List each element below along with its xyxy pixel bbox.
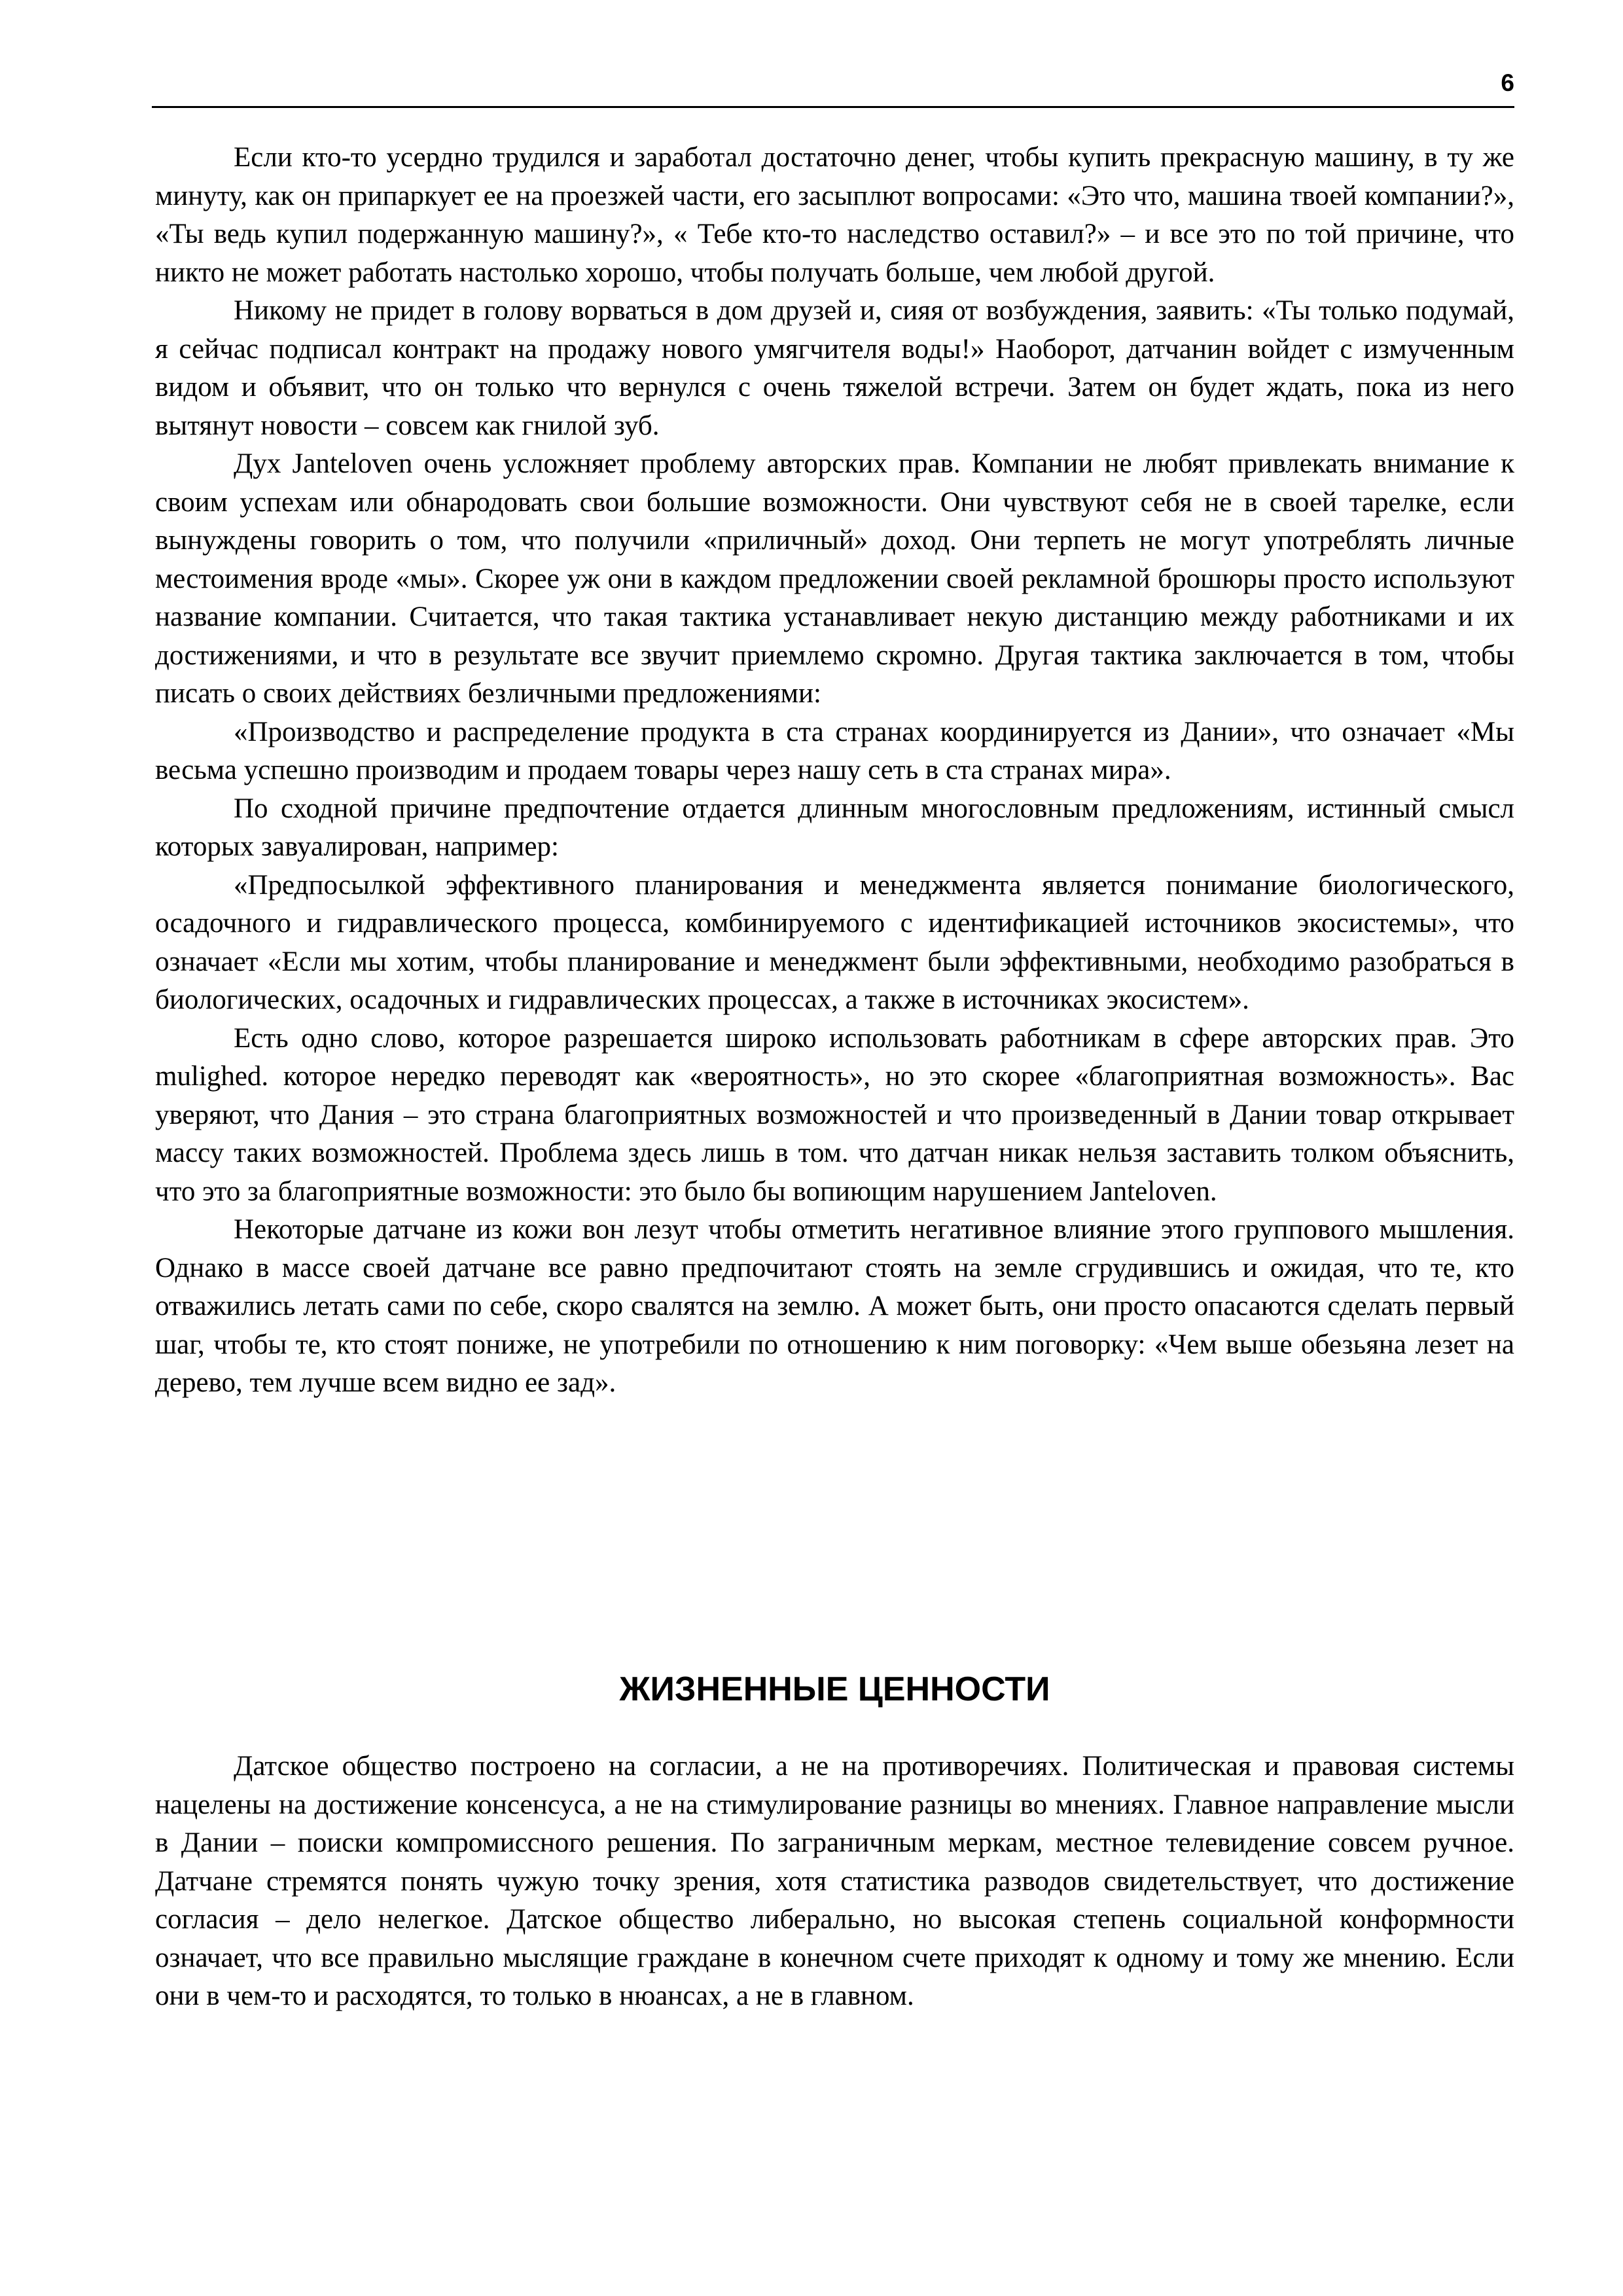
paragraph-6: «Предпосылкой эффективного планирования и менеджмента является понимание биологического, осадочного и гидравлического процесса, комбинируемого с идентификацией источников экосистемы», что означает «Если мы хотим, чтобы планирование и менеджмент были эффективными, необходимо разобраться в биологических, осадочных и гидравлических процессах, а также в источниках экосистем». [155,869,1514,1015]
header-rule [152,106,1514,108]
section-text [155,1748,1514,2016]
paragraph-5: По сходной причине предпочтение отдается длинным многословным предложениям, истинный смысл которых завуалирован, например: [155,793,1514,862]
section-heading: ЖИЗНЕННЫЕ ЦЕННОСТИ [619,1670,1050,1708]
section-paragraph: Датское общество построено на согласии, а не на противоречиях. Политическая и правовая системы нацелены на достижение консенсуса, а не на стимулирование разницы во мнениях. Главное направление мысли в Дании – поиски компромиссного решения. По заграничным меркам, местное телевидение совсем ручное. Датчане стремятся понять чужую точку зрения, хотя статистика разводов свидетельствует, что достижение согласия – дело нелегкое. Датское общество либерально, но высокая степень социальной конформности означает, что все правильно мыслящие граждане в конечном счете приходят к одному и тому же мнению. Если они в чем-то и расходятся, то только в нюансах, а не в главном. [155,1751,1514,2011]
paragraph-1: Если кто-то усердно трудился и заработал достаточно денег, чтобы купить прекрасную машину, в ту же минуту, как он припаркует ее на проезжей части, его засыплют вопросами: «Это что, машина твоей компании?», «Ты ведь купил подержанную машину?», « Тебе кто-то наследство оставил?» – и все это по той причине, что никто не может работать настолько хорошо, чтобы получать больше, чем любой другой. [155,142,1514,288]
paragraph-2: Никому не придет в голову ворваться в дом друзей и, сияя от возбуждения, заявить: «Ты только подумай, я сейчас подписал контракт на продажу нового умягчителя воды!» Наоборот, датчанин войдет с измученным видом и объявит, что он только что вернулся с очень тяжелой встречи. Затем он будет ждать, пока из него вытянут новости – совсем как гнилой зуб. [155,295,1514,441]
paragraph-7: Есть одно слово, которое разрешается широко использовать работникам в сфере авторских прав. Это mulighed. которое нередко переводят как «вероятность», но это скорее «благоприятная возможность». Вас уверяют, что Дания – это страна благоприятных возможностей и что произведенный в Дании товар открывает массу таких возможностей. Проблема здесь лишь в том. что датчан никак нельзя заставить толком объяснить, что это за благоприятные возможности: это было бы вопиющим нарушением Janteloven. [155,1022,1514,1207]
body-text [155,139,1514,1403]
paragraph-3: Дух Janteloven очень усложняет проблему авторских прав. Компании не любят привлекать внимание к своим успехам или обнародовать свои большие возможности. Они чувствуют себя не в своей тарелке, если вынуждены говорить о том, что получили «приличный» доход. Они терпеть не могут употреблять личные местоимения вроде «мы». Скорее уж они в каждом предложении своей рекламной брошюры просто используют название компании. Считается, что такая тактика устанавливает некую дистанцию между работниками и их достижениями, и что в результате все звучит приемлемо скромно. Другая тактика заключается в том, чтобы писать о своих действиях безличными предложениями: [155,448,1514,709]
page-number: 6 [1501,69,1514,96]
paragraph-4: «Производство и распределение продукта в ста странах координируется из Дании», что означает «Мы весьма успешно производим и продаем товары через нашу сеть в ста странах мира». [155,716,1514,785]
paragraph-8: Некоторые датчане из кожи вон лезут чтобы отметить негативное влияние этого группового мышления. Однако в массе своей датчане все равно предпочитают стоять на земле сгрудившись и ожидая, что те, кто отважились летать сами по себе, скоро свалятся на землю. А может быть, они просто опасаются сделать первый шаг, чтобы те, кто стоят пониже, не употребили по отношению к ним поговорку: «Чем выше обезьяна лезет на дерево, тем лучше всем видно ее зад». [155,1214,1514,1398]
